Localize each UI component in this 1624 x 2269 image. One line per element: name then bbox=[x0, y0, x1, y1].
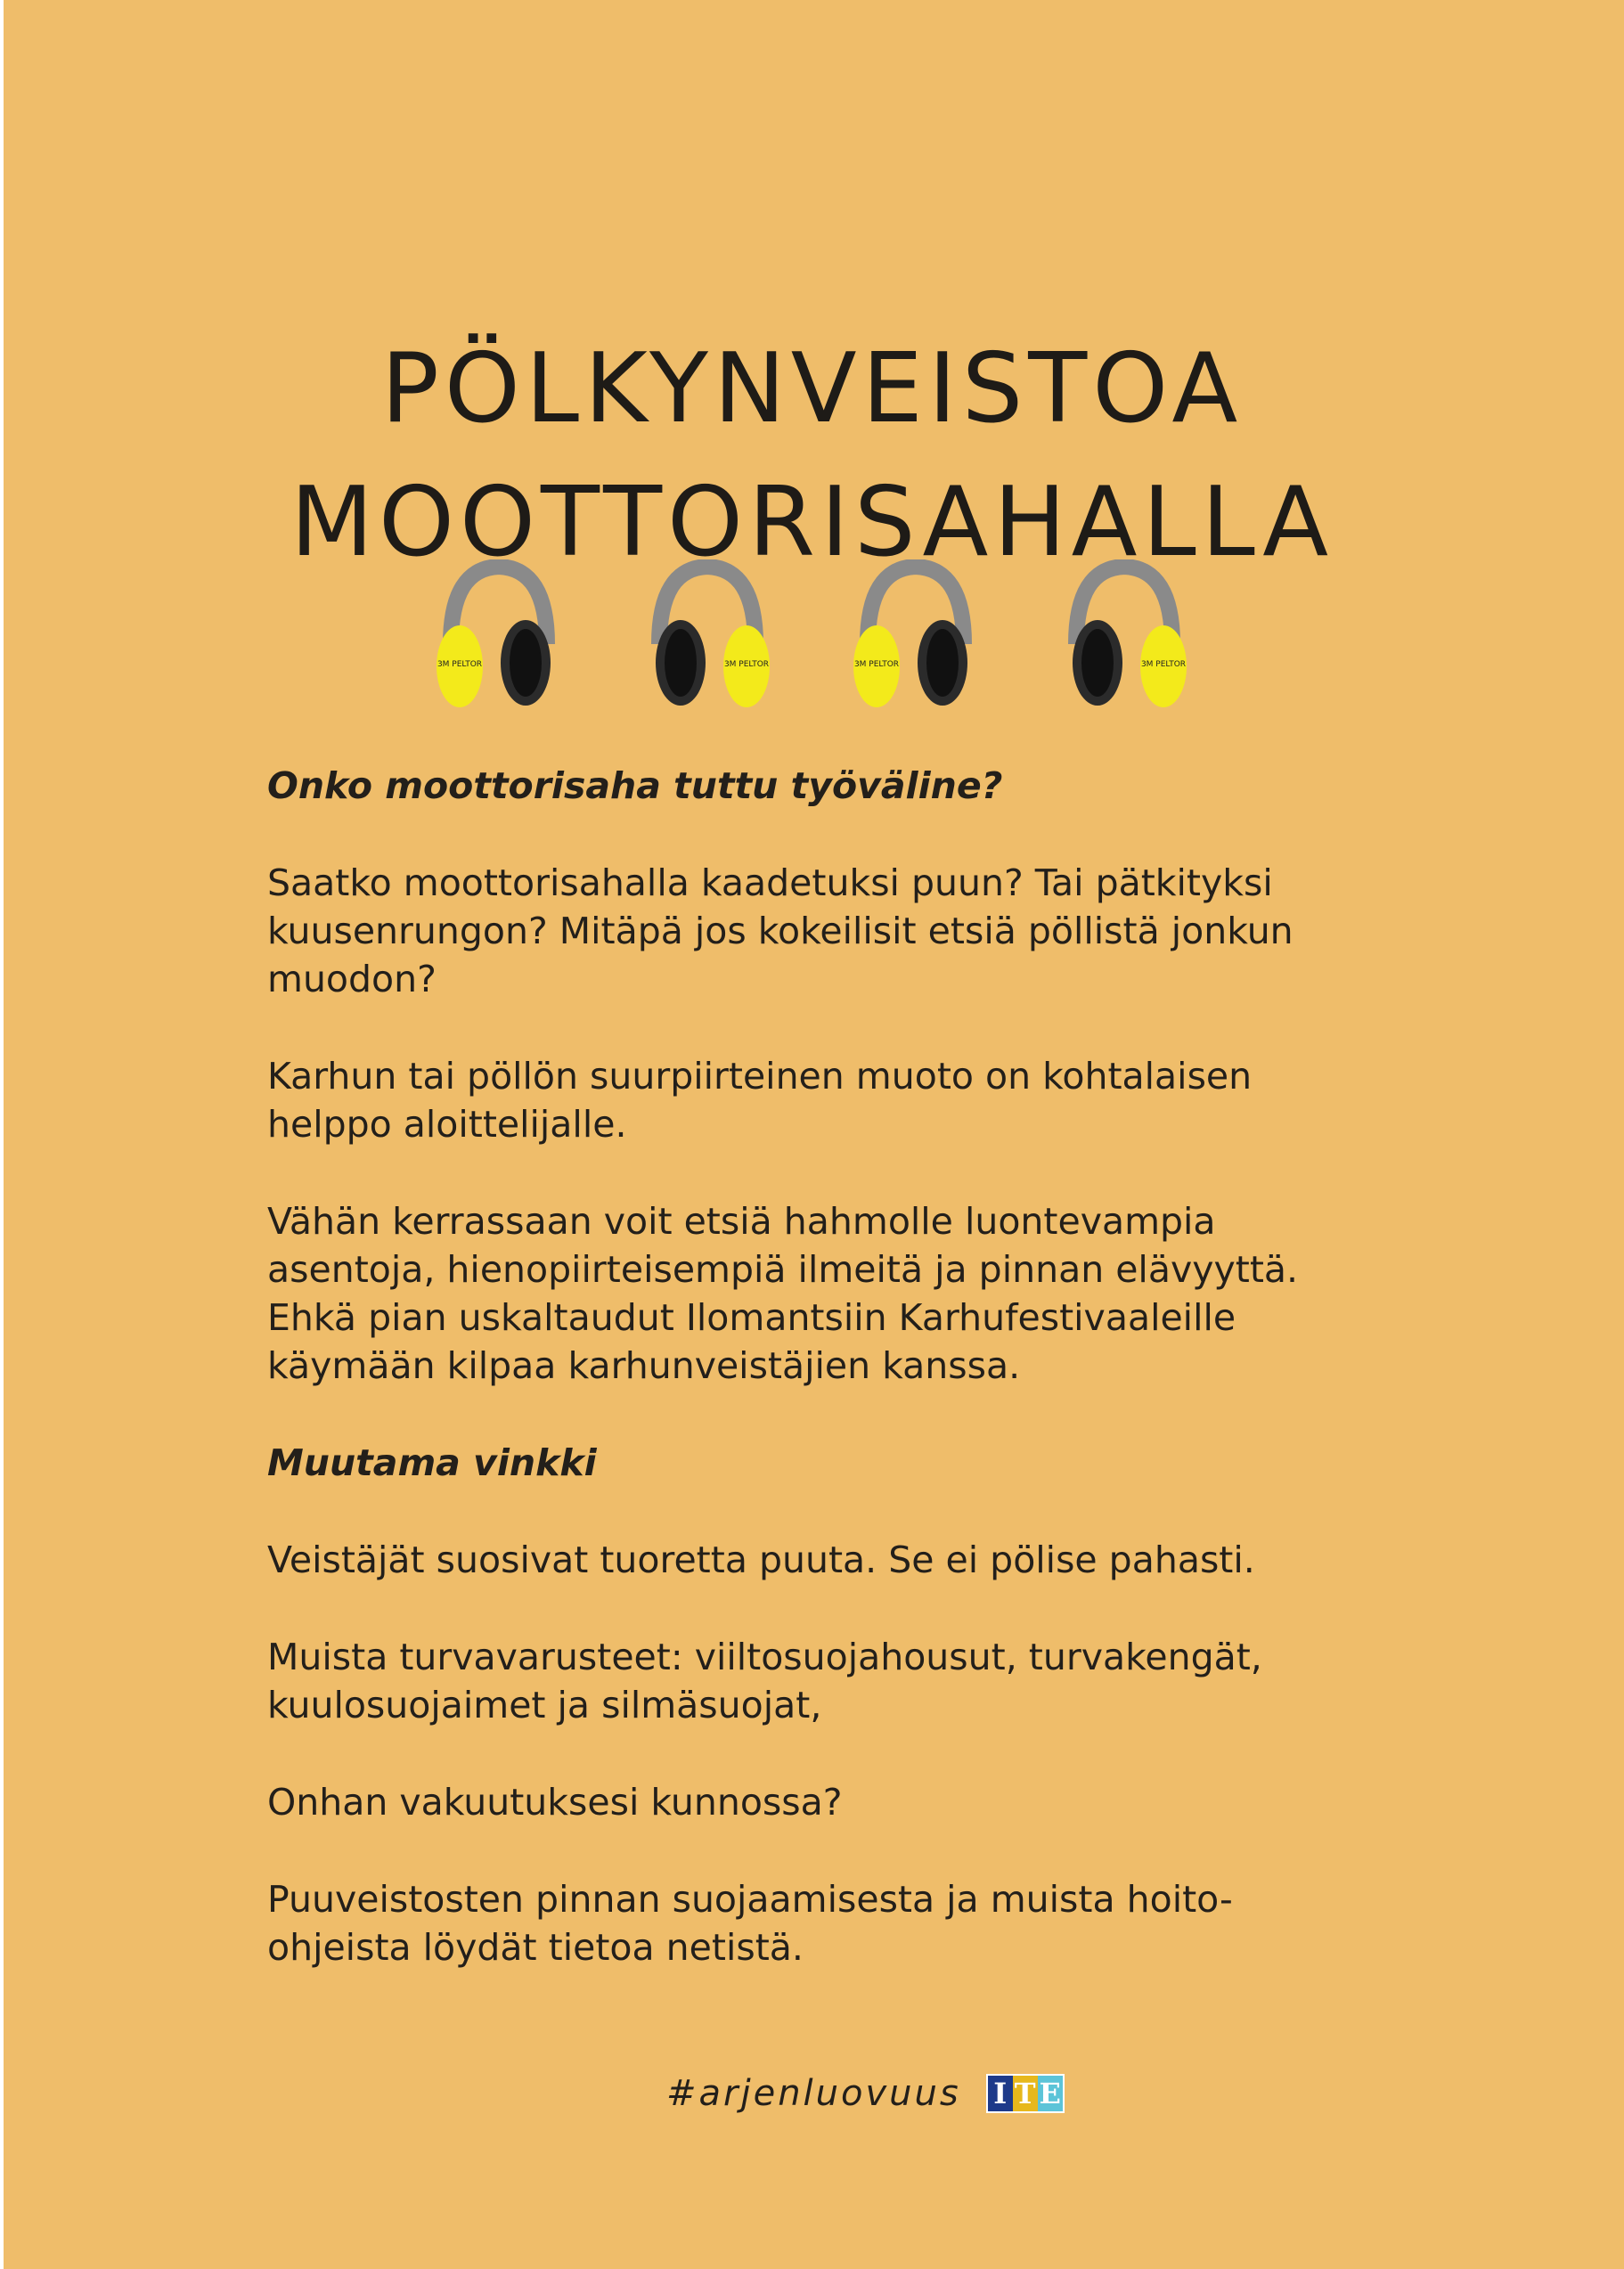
body-text bbox=[267, 762, 1372, 2020]
paragraph: Muista turvavarusteet: viiltosuojahousut, turvakengät, kuulosuojaimet ja silmäsuojat, bbox=[267, 1636, 1262, 1726]
ite-logo-letter: I bbox=[988, 2076, 1013, 2111]
paragraph: Puuveistosten pinnan suojaamisesta ja muista hoito-ohjeista löydät tietoa netistä. bbox=[267, 1878, 1233, 1969]
footer bbox=[666, 2069, 1065, 2118]
paragraph: Vähän kerrassaan voit etsiä hahmolle luontevampia asentoja, hienopiirteisempiä ilmeitä ja pinnan elävyyttä. Ehkä pian uskaltaudut Ilomantsiin Karhufestivaaleille käymään kilpaa karhunveistäjien kanssa. bbox=[267, 1200, 1299, 1387]
earmuff-brand-text: 3M PELTOR bbox=[437, 660, 483, 669]
earmuff-brand-text: 3M PELTOR bbox=[1140, 660, 1187, 669]
earmuff-icon bbox=[850, 559, 982, 711]
section-heading: Muutama vinkki bbox=[267, 1441, 597, 1484]
earmuff-row bbox=[433, 559, 1199, 711]
paragraph: Saatko moottorisahalla kaadetuksi puun? Tai pätkityksi kuusenrungon? Mitäpä jos kokeilisit etsiä pöllistä jonkun muodon? bbox=[267, 861, 1293, 1000]
ite-logo-letter: E bbox=[1039, 2077, 1061, 2110]
earmuff-brand-text: 3M PELTOR bbox=[723, 660, 770, 669]
earmuff-brand-text: 3M PELTOR bbox=[853, 660, 900, 669]
title-line-2: MOOTTORISAHALLA bbox=[290, 467, 1334, 579]
ite-logo-letter: T bbox=[1013, 2076, 1038, 2111]
poster-title bbox=[0, 322, 1624, 590]
hashtag: #arjenluovuus bbox=[666, 2073, 961, 2114]
paragraph: Karhun tai pöllön suurpiirteinen muoto on kohtalaisen helppo aloittelijalle. bbox=[267, 1055, 1253, 1146]
earmuff-icon bbox=[641, 559, 773, 711]
title-line-1: PÖLKYNVEISTOA bbox=[380, 333, 1244, 445]
earmuff-icon bbox=[433, 559, 565, 711]
earmuff-icon bbox=[1058, 559, 1190, 711]
section-heading: Onko moottorisaha tuttu työväline? bbox=[267, 764, 1003, 807]
paragraph: Veistäjät suosivat tuoretta puuta. Se ei pölise pahasti. bbox=[267, 1539, 1255, 1581]
ite-logo bbox=[986, 2074, 1065, 2113]
paragraph: Onhan vakuutuksesi kunnossa? bbox=[267, 1781, 843, 1824]
